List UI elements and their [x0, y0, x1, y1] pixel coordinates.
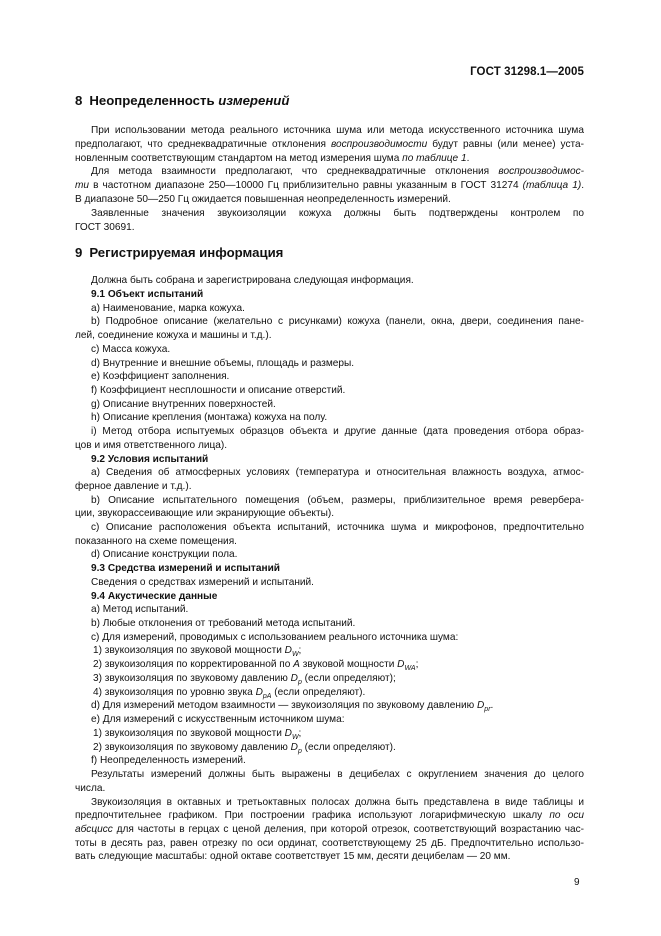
- s92-heading: 9.2 Условия испытаний: [91, 454, 209, 465]
- s92-item-b-line1: b) Описание испытательного помещения (объем, размеры, приблизительное время ревербера-: [91, 495, 584, 506]
- s91-item-g: g) Описание внутренних поверхностей.: [91, 399, 276, 410]
- s94-item-e2: 2) звукоизоляция по звуковому давлению $D_p$ (если определяют).: [93, 742, 396, 755]
- s93-text: Сведения о средствах измерений и испытаний.: [91, 577, 314, 588]
- s94-item-f: f) Неопределенность измерений.: [91, 755, 246, 766]
- s92-item-c-line2: показанного на схеме помещения.: [75, 536, 237, 547]
- s94-graph-line1: Звукоизоляция в октавных и третьоктавных полосах должна быть представлена в виде таблицы и: [91, 797, 584, 808]
- document-header: ГОСТ 31298.1—2005: [470, 66, 584, 78]
- s94-graph-line4: тоты в десять раз, равен отрезку по оси ординат, соответствующему 25 дБ. Предпочтительно использо-: [75, 838, 584, 849]
- s91-item-i-line2: цов и имя ответственного лица).: [75, 440, 228, 451]
- s8-p3-line2: ГОСТ 30691.: [75, 222, 135, 233]
- s91-item-d: d) Внутренние и внешние объемы, площадь и размеры.: [91, 358, 355, 369]
- s8-p3-line1: Заявленные значения звукоизоляции кожуха должны быть подтверждены контролем по: [91, 208, 584, 219]
- s8-p1-line1: При использовании метода реального источника шума или метода искусственного источника шума: [91, 125, 584, 136]
- page-number: 9: [574, 877, 580, 888]
- s92-item-b-line2: ции, звукорассеивающие или экранирующие объекты).: [75, 508, 335, 519]
- s91-item-b-line2: лей, соединение кожуха и машины и т.д.).: [75, 330, 272, 341]
- s94-item-c1: 1) звукоизоляция по звуковой мощности $D_W$;: [93, 645, 302, 658]
- s94-item-c4: 4) звукоизоляция по уровню звука $D_{pA}$ (если определяют).: [93, 687, 366, 700]
- s94-item-c2: 2) звукоизоляция по корректированной по A звуковой мощности $D_{WA}$;: [93, 659, 419, 672]
- s92-item-d: d) Описание конструкции пола.: [91, 549, 238, 560]
- s91-heading: 9.1 Объект испытаний: [91, 289, 204, 300]
- s8-p1-line3: новленным соответствующим стандартом на метод измерения шума по таблице 1.: [75, 153, 470, 164]
- s92-item-a-line1: a) Сведения об атмосферных условиях (температура и относительная влажность воздуха, атмос-: [91, 467, 584, 478]
- s94-item-e1: 1) звукоизоляция по звуковой мощности $D_W$;: [93, 728, 302, 741]
- s92-item-a-line2: ферное давление и т.д.).: [75, 481, 192, 492]
- s8-p2-line2: ти в частотном диапазоне 250—10000 Гц приблизительно равны указанным в ГОСТ 31274 (таблица 1).: [75, 180, 585, 191]
- section-9-heading: 9 Регистрируемая информация: [75, 245, 284, 260]
- s94-item-c: c) Для измерений, проводимых с использованием реального источника шума:: [91, 632, 459, 643]
- section-number: 8: [75, 93, 83, 108]
- s94-heading: 9.4 Акустические данные: [91, 591, 218, 602]
- s92-item-c-line1: c) Описание расположения объекта испытаний, источника шума и микрофонов, предпочтительно: [91, 522, 584, 533]
- s94-graph-line2: предпочтительнее графиком. При построении графика используют логарифмическую шкалу по оси: [75, 810, 584, 821]
- s91-item-b-line1: b) Подробное описание (желательно с рисунками) кожуха (панели, окна, двери, соединения пане-: [91, 316, 584, 327]
- s94-item-b: b) Любые отклонения от требований метода испытаний.: [91, 618, 356, 629]
- s91-item-h: h) Описание крепления (монтажа) кожуха на полу.: [91, 412, 328, 423]
- s91-item-f: f) Коэффициент несплошности и описание отверстий.: [91, 385, 346, 396]
- s94-item-c3: 3) звукоизоляция по звуковому давлению $D_p$ (если определяют);: [93, 673, 396, 686]
- section-number: 9: [75, 245, 83, 260]
- s91-item-a: a) Наименование, марка кожуха.: [91, 303, 245, 314]
- s94-item-a: a) Метод испытаний.: [91, 604, 189, 615]
- s94-graph-line3: абсцисс для частоты в герцах с ценой деления, при которой отрезок, соответствующий возрастанию час-: [75, 824, 584, 835]
- s93-heading: 9.3 Средства измерений и испытаний: [91, 563, 280, 574]
- s94-item-d: d) Для измерений методом взаимности — звукоизоляция по звуковому давлению $D_{pr}$.: [91, 700, 494, 713]
- s91-item-i-line1: i) Метод отбора испытуемых образцов объекта и другие данные (дата проведения отбора образ-: [91, 426, 584, 437]
- s8-p1-line2: предполагают, что среднеквадратичные отклонения воспроизводимости будут равны (или менее) уста-: [75, 139, 584, 150]
- s94-results-line1: Результаты измерений должны быть выражены в децибелах с округлением значения до целого: [91, 769, 584, 780]
- s94-graph-line5: вать следующие масштабы: одной октаве соответствует 15 мм, десяти децибелам — 20 мм.: [75, 851, 511, 862]
- section-8-heading: 8 Неопределенность измерений: [75, 93, 290, 108]
- s91-item-e: e) Коэффициент заполнения.: [91, 371, 230, 382]
- s94-item-e: e) Для измерений с искусственным источником шума:: [91, 714, 345, 725]
- s91-item-c: c) Масса кожуха.: [91, 344, 171, 355]
- s94-results-line2: числа.: [75, 783, 106, 794]
- s8-p2-line3: В диапазоне 50—250 Гц ожидается повышенная неопределенность измерений.: [75, 194, 451, 205]
- s8-p2-line1: Для метода взаимности предполагают, что среднеквадратичные отклонения воспроизводимос-: [91, 166, 584, 177]
- s9-intro: Должна быть собрана и зарегистрирована следующая информация.: [91, 275, 414, 286]
